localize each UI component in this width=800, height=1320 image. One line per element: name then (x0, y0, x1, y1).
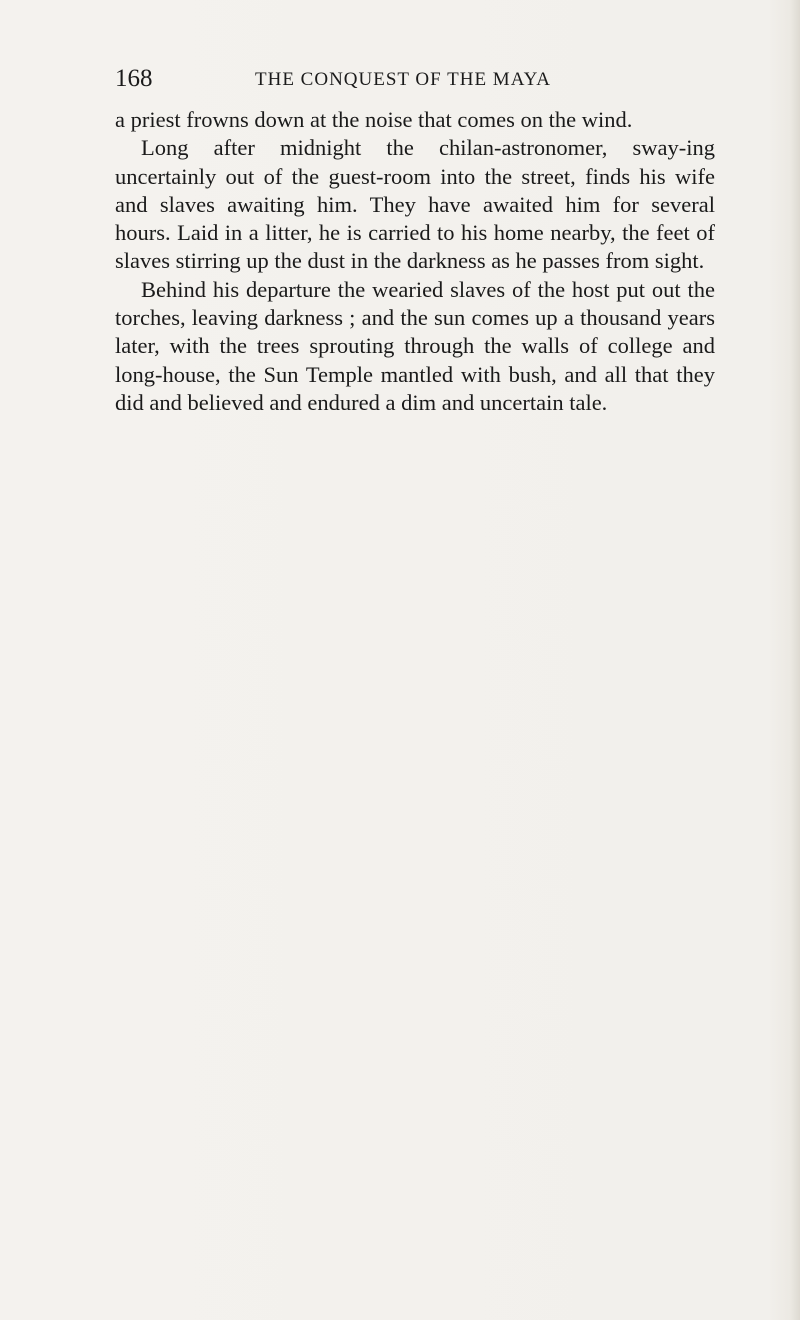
paragraph-3: Behind his departure the wearied slaves of the host put out the torches, leaving darkness ; and the sun comes up a thousand years later, with the trees sprouting through the walls of college and long-house, the Sun Temple mantled with bush, and all that they did and believed and endured a dim and uncertain tale. (115, 276, 715, 415)
page-number: 168 (115, 65, 153, 92)
page-edge-shadow (790, 0, 800, 1320)
body-text (115, 106, 715, 417)
paragraph-2: Long after midnight the chilan-astronomer, sway-ing uncertainly out of the guest-room into the street, finds his wife and slaves awaiting him. They have awaited him for several hours. Laid in a litter, he is carried to his home nearby, the feet of slaves stirring up the dust in the darkness as he passes from sight. (115, 135, 715, 274)
paragraph-1: a priest frowns down at the noise that comes on the wind. (115, 107, 633, 132)
running-head-title: THE CONQUEST OF THE MAYA (255, 69, 552, 90)
running-head (115, 64, 715, 98)
